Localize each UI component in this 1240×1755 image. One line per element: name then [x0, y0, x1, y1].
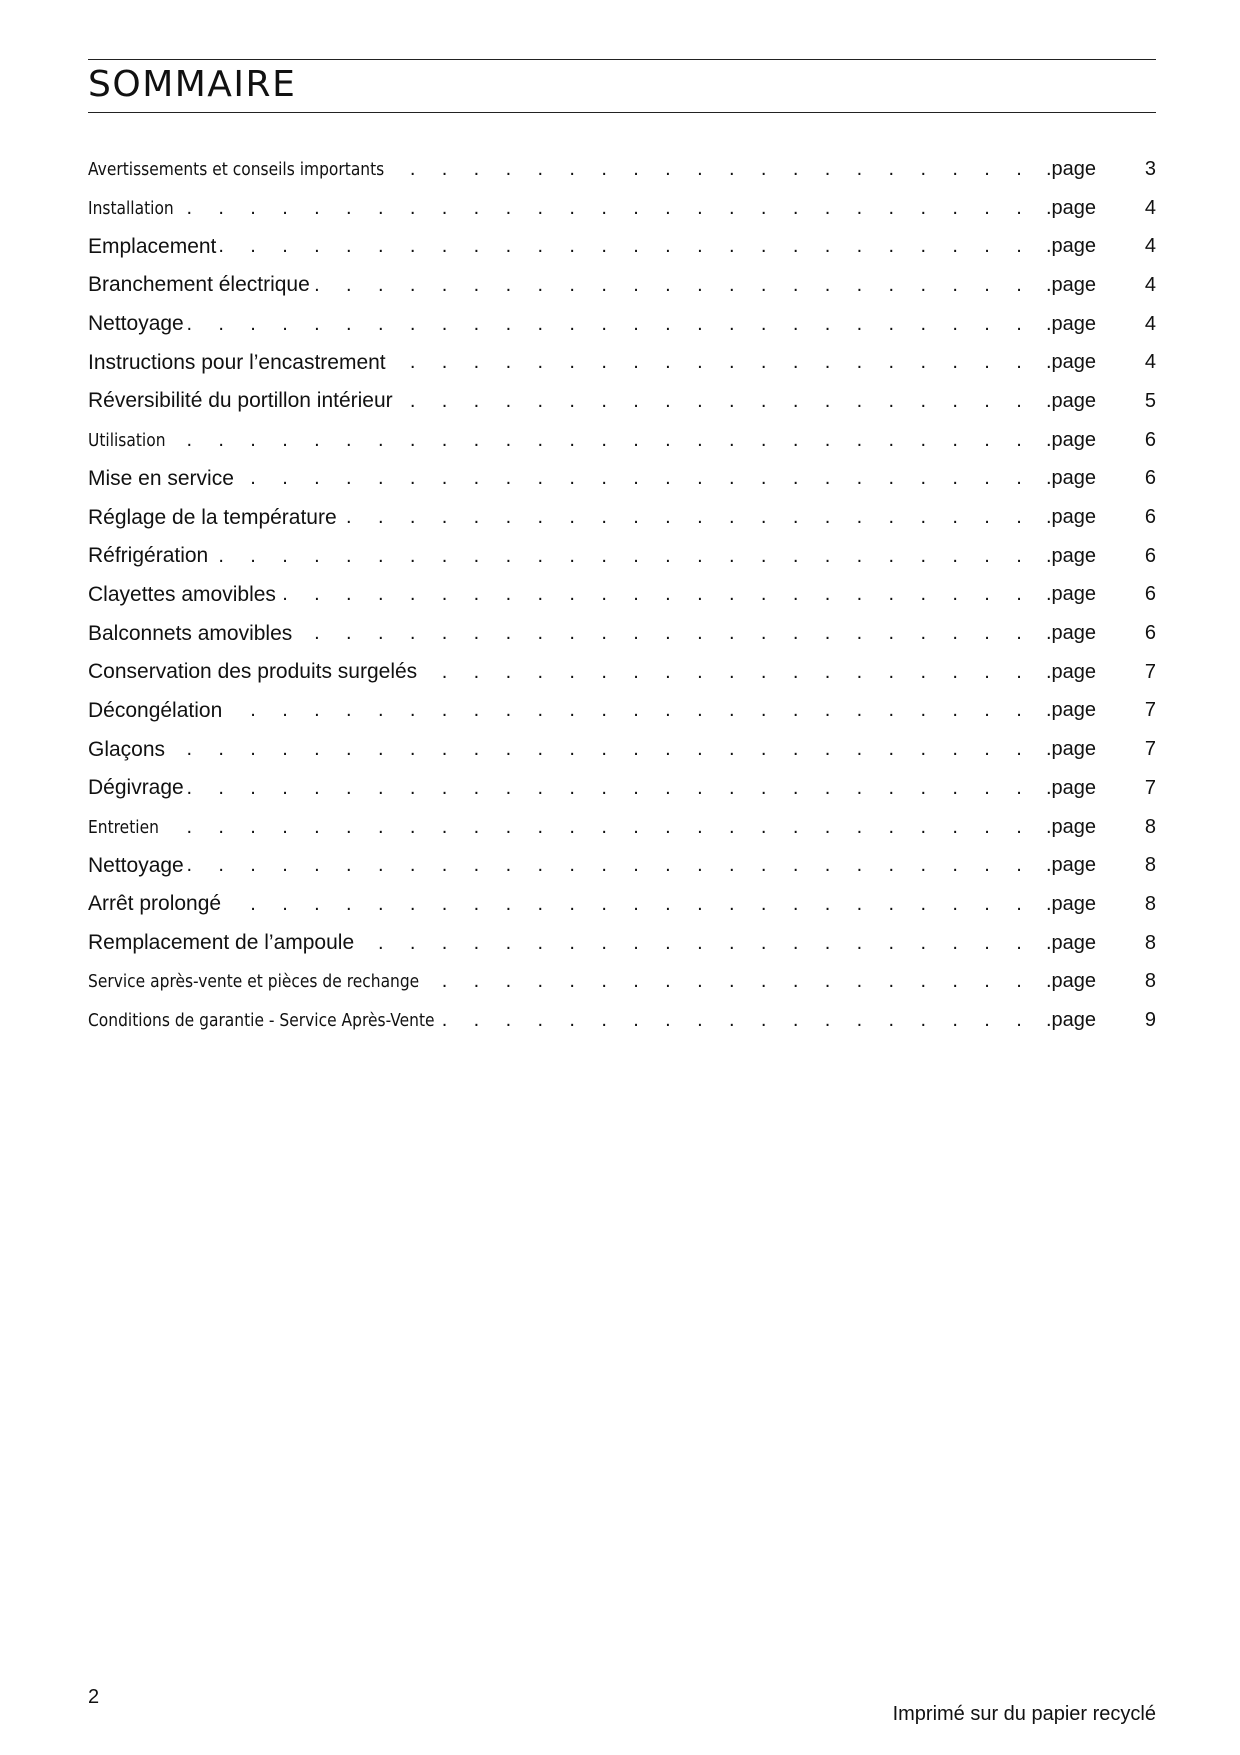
toc-entry [88, 537, 1156, 576]
dot-leader [88, 305, 1096, 344]
toc-entry [88, 1001, 1156, 1040]
toc-entry-label: Réfrigération [88, 544, 212, 568]
dot-leader [88, 421, 1096, 460]
toc-entry-label: Réversibilité du portillon intérieur [88, 389, 397, 413]
dot-leader [88, 769, 1096, 808]
toc-entry-label: Nettoyage [88, 312, 188, 336]
toc-entry-label: Dégivrage [88, 776, 188, 800]
toc-entry [88, 576, 1156, 615]
dot-leader [88, 537, 1096, 576]
toc-page-number: 8 [1144, 854, 1156, 877]
toc-page-word: .page [1045, 854, 1096, 877]
toc-entry-label: Utilisation [88, 429, 166, 451]
toc-page-word: .page [1045, 428, 1096, 451]
toc-page-word: .page [1045, 931, 1096, 954]
toc-page-number: 4 [1144, 235, 1156, 258]
toc-page-number: 6 [1144, 583, 1156, 606]
toc-page-word: .page [1045, 699, 1096, 722]
toc-entry-label: Service après-vente et pièces de rechange [88, 971, 420, 993]
toc-page-word: .page [1045, 506, 1096, 529]
toc-page-number: 7 [1144, 776, 1156, 799]
toc-entry [88, 498, 1156, 537]
dot-leader [88, 692, 1096, 731]
toc-entry [88, 227, 1156, 266]
toc-entry [88, 885, 1156, 924]
toc-page-word: .page [1045, 892, 1096, 915]
toc-page-word: .page [1045, 815, 1096, 838]
toc-page-word: .page [1045, 196, 1096, 219]
toc-page-number: 7 [1144, 699, 1156, 722]
toc-page-word: .page [1045, 157, 1096, 180]
dot-leader [88, 227, 1096, 266]
toc-page-word: .page [1045, 467, 1096, 490]
dot-leader [88, 460, 1096, 499]
toc-page-word: .page [1045, 351, 1096, 374]
toc-entry [88, 653, 1156, 692]
toc-page-number: 6 [1144, 544, 1156, 567]
toc-entry [88, 962, 1156, 1001]
toc-page-number: 4 [1144, 312, 1156, 335]
toc-entry-label: Décongélation [88, 699, 226, 723]
toc-page-word: .page [1045, 544, 1096, 567]
toc-page-number: 8 [1144, 970, 1156, 993]
toc-page-number: 8 [1144, 892, 1156, 915]
toc-entry [88, 189, 1156, 228]
toc-entry-label: Clayettes amovibles [88, 583, 280, 607]
toc-page-number: 4 [1144, 273, 1156, 296]
toc-entry [88, 692, 1156, 731]
toc-page-number: 4 [1144, 196, 1156, 219]
toc-entry-label: Installation [88, 197, 174, 219]
toc-entry [88, 808, 1156, 847]
toc-page-word: .page [1045, 389, 1096, 412]
toc-page-number: 6 [1144, 428, 1156, 451]
dot-leader [88, 189, 1096, 228]
toc-entry-label: Conservation des produits surgelés [88, 660, 421, 684]
toc-entry [88, 150, 1156, 189]
toc-entry [88, 924, 1156, 963]
dot-leader [88, 730, 1096, 769]
toc-page-number: 5 [1144, 389, 1156, 412]
toc-page-word: .page [1045, 738, 1096, 761]
toc-page-number: 8 [1144, 931, 1156, 954]
toc-page-word: .page [1045, 583, 1096, 606]
toc-page-word: .page [1045, 970, 1096, 993]
toc-page-word: .page [1045, 312, 1096, 335]
toc-page-number: 7 [1144, 738, 1156, 761]
toc-entry [88, 769, 1156, 808]
toc-page-number: 4 [1144, 351, 1156, 374]
toc-page-number: 6 [1144, 506, 1156, 529]
toc-entry [88, 305, 1156, 344]
dot-leader [88, 846, 1096, 885]
toc-entry-label: Réglage de la température [88, 506, 341, 530]
toc-page-word: .page [1045, 776, 1096, 799]
toc-entry-label: Mise en service [88, 467, 238, 491]
toc-page-number: 6 [1144, 622, 1156, 645]
recycled-paper-note: Imprimé sur du papier recyclé [892, 1703, 1156, 1725]
toc-entry [88, 266, 1156, 305]
toc-entry-label: Glaçons [88, 738, 169, 762]
toc-page-word: .page [1045, 273, 1096, 296]
toc-entry [88, 343, 1156, 382]
toc-page-word: .page [1045, 1008, 1096, 1031]
toc-page-number: 7 [1144, 660, 1156, 683]
toc-page-word: .page [1045, 622, 1096, 645]
toc-entry [88, 382, 1156, 421]
toc-entry-label: Nettoyage [88, 854, 188, 878]
dot-leader [88, 885, 1096, 924]
toc-entry [88, 614, 1156, 653]
toc-page-number: 6 [1144, 467, 1156, 490]
toc-entry-label: Remplacement de l’ampoule [88, 931, 358, 955]
page-number: 2 [88, 1686, 100, 1708]
toc-page-number: 9 [1144, 1008, 1156, 1031]
toc-entry [88, 421, 1156, 460]
page-title: SOMMAIRE [88, 64, 297, 105]
toc-entry [88, 730, 1156, 769]
dot-leader [88, 808, 1096, 847]
toc-entry-label: Avertissements et conseils importants [88, 158, 385, 180]
toc-entry [88, 846, 1156, 885]
toc-entry-label: Instructions pour l’encastrement [88, 351, 390, 375]
toc-entry-label: Entretien [88, 816, 159, 838]
toc-entry-label: Arrêt prolongé [88, 892, 225, 916]
toc-page-word: .page [1045, 660, 1096, 683]
title-underline-rule [88, 112, 1156, 113]
toc-entry-label: Conditions de garantie - Service Après-Vente [88, 1009, 435, 1031]
toc-entry-label: Branchement électrique [88, 273, 314, 297]
top-rule [88, 59, 1156, 60]
toc-page-number: 3 [1144, 157, 1156, 180]
table-of-contents [88, 150, 1156, 1040]
toc-entry-label: Emplacement [88, 235, 220, 259]
toc-page-number: 8 [1144, 815, 1156, 838]
toc-entry-label: Balconnets amovibles [88, 622, 296, 646]
toc-page-word: .page [1045, 235, 1096, 258]
toc-entry [88, 460, 1156, 499]
